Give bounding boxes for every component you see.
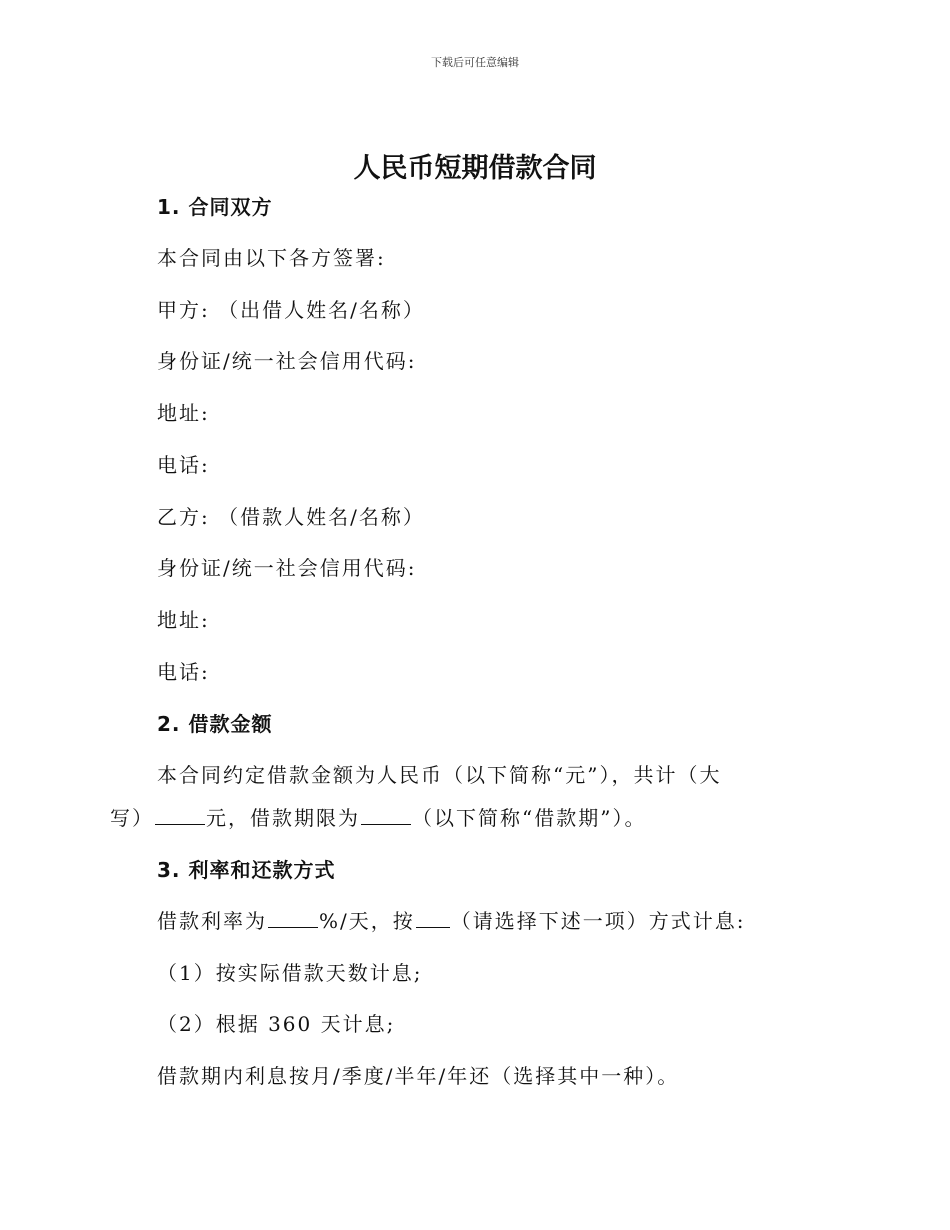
loan-amount-line-1: 本合同约定借款金额为人民币（以下简称“元”），共计（大 (157, 763, 722, 787)
interest-rate-line (157, 906, 746, 936)
party-a-address-label: 地址: (157, 401, 210, 425)
section-3-heading: 3. 利率和还款方式 (157, 858, 336, 882)
rate-text-c: （请选择下述一项）方式计息: (450, 909, 746, 933)
section-1-heading: 1. 合同双方 (157, 195, 273, 219)
party-b-phone-label: 电话: (157, 660, 210, 684)
term-blank[interactable] (361, 804, 411, 825)
party-b-label: 乙方: （借款人姓名/名称） (157, 505, 425, 529)
rate-text-a: 借款利率为 (157, 909, 267, 933)
loan-amount-text-b: 元，借款期限为 (206, 806, 360, 830)
header-note: 下载后可任意编辑 (431, 56, 519, 69)
document-title: 人民币短期借款合同 (353, 153, 597, 184)
party-a-id-label: 身份证/统一社会信用代码: (157, 349, 417, 373)
interest-option-1: （1）按实际借款天数计息; (157, 961, 423, 985)
party-a-label: 甲方: （出借人姓名/名称） (157, 298, 425, 322)
rate-text-b: %/天，按 (319, 909, 415, 933)
party-b-id-label: 身份证/统一社会信用代码: (157, 556, 417, 580)
party-a-phone-label: 电话: (157, 453, 210, 477)
method-blank[interactable] (416, 907, 450, 928)
amount-blank[interactable] (155, 804, 205, 825)
rate-blank[interactable] (268, 907, 318, 928)
party-b-address-label: 地址: (157, 608, 210, 632)
signing-intro: 本合同由以下各方签署: (157, 246, 386, 270)
interest-option-2: （2）根据 360 天计息; (157, 1012, 396, 1036)
loan-amount-text-a: 写） (110, 806, 154, 830)
repayment-schedule: 借款期内利息按月/季度/半年/年还（选择其中一种）。 (157, 1064, 680, 1088)
section-2-heading: 2. 借款金额 (157, 712, 273, 736)
loan-amount-text-c: （以下简称“借款期”）。 (412, 806, 647, 830)
loan-amount-line-2 (110, 803, 646, 833)
